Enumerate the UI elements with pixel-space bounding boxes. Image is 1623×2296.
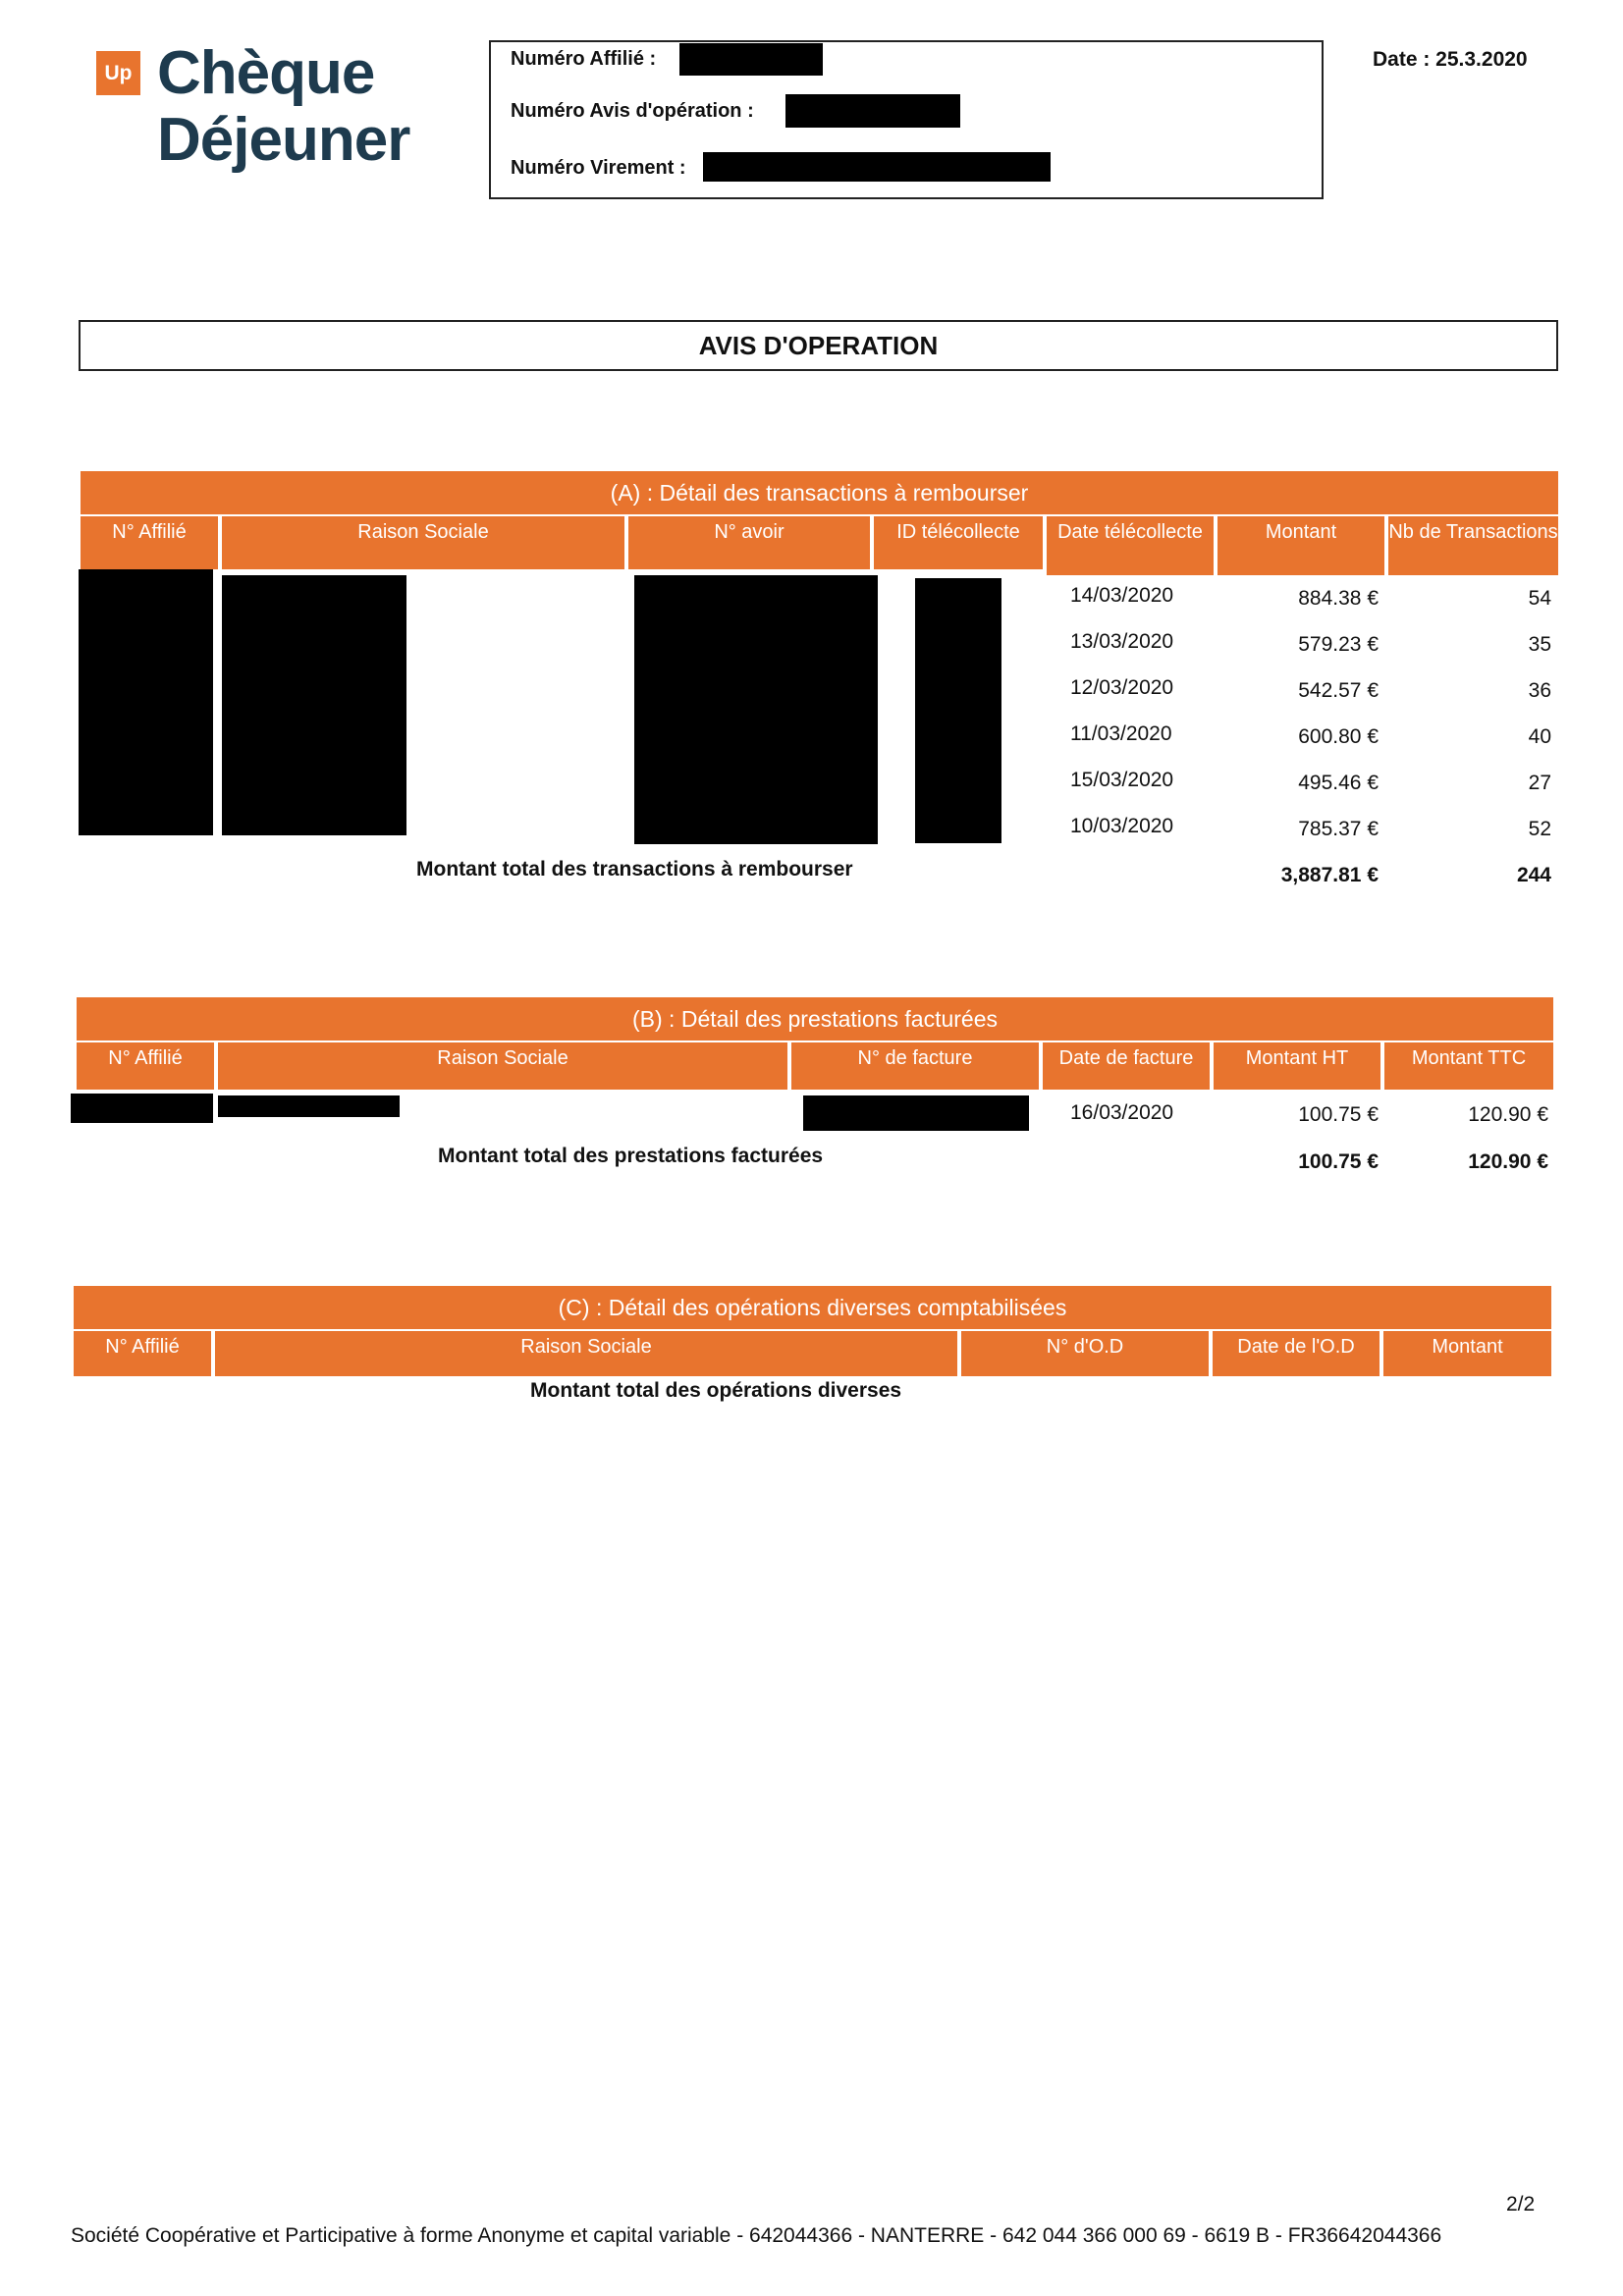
redacted-avis xyxy=(785,94,960,128)
section-a-row-montant: 579.23 € xyxy=(1298,633,1379,656)
section-a-row-montant: 495.46 € xyxy=(1298,772,1379,794)
section-a-row-nb: 40 xyxy=(1528,725,1551,748)
section-b-header-raison: Raison Sociale xyxy=(218,1042,787,1090)
section-b-header-facture: N° de facture xyxy=(791,1042,1039,1090)
redacted-a-avoir xyxy=(634,575,878,844)
section-b-total-ht: 100.75 € xyxy=(1298,1150,1379,1173)
section-a-row-date: 15/03/2020 xyxy=(1070,769,1174,791)
section-c-header-od: N° d'O.D xyxy=(961,1331,1209,1376)
redacted-b-facture xyxy=(803,1095,1029,1131)
redacted-b-affilie xyxy=(71,1094,213,1123)
section-a-row-date: 12/03/2020 xyxy=(1070,676,1174,699)
section-a-header-id-telecollecte: ID télécollecte xyxy=(874,516,1043,569)
section-a-title-text: (A) : Détail des transactions à rembourser xyxy=(610,479,1029,506)
numero-avis-label: Numéro Avis d'opération : xyxy=(511,100,754,122)
section-c-title xyxy=(74,1286,1551,1329)
section-a-row-date: 13/03/2020 xyxy=(1070,630,1174,653)
section-b-header-ht: Montant HT xyxy=(1214,1042,1380,1090)
section-a-row-montant: 600.80 € xyxy=(1298,725,1379,748)
section-a-row-nb: 27 xyxy=(1528,772,1551,794)
section-a-header-date: Date télécollecte xyxy=(1047,516,1214,575)
page-number: 2/2 xyxy=(1506,2193,1536,2216)
section-a-row-nb: 54 xyxy=(1528,587,1551,610)
company-footer: Société Coopérative et Participative à forme Anonyme et capital variable - 642044366 - NANTERRE - 642 044 366 000 69 - 6619 B - FR36642044366 xyxy=(71,2224,1442,2247)
redacted-a-raison xyxy=(222,575,406,835)
up-logo-badge: Up xyxy=(96,51,140,95)
section-a-row-date: 10/03/2020 xyxy=(1070,815,1174,837)
section-a-row-nb: 36 xyxy=(1528,679,1551,702)
section-a-row-nb: 52 xyxy=(1528,818,1551,840)
section-a-row-montant: 884.38 € xyxy=(1298,587,1379,610)
redacted-a-affilie xyxy=(79,569,213,835)
redacted-b-raison xyxy=(218,1095,400,1117)
page-title xyxy=(79,320,1558,371)
redacted-virement xyxy=(703,152,1051,182)
numero-affilie-label: Numéro Affilié : xyxy=(511,48,657,70)
section-a-total-label: Montant total des transactions à rembourser xyxy=(416,858,853,881)
section-b-total-label: Montant total des prestations facturées xyxy=(438,1145,824,1167)
document-date: Date : 25.3.2020 xyxy=(1373,48,1528,71)
section-c-title-text: (C) : Détail des opérations diverses comptabilisées xyxy=(558,1294,1067,1320)
page-title-text: AVIS D'OPERATION xyxy=(698,330,939,360)
section-a-header-raison: Raison Sociale xyxy=(222,516,624,569)
redacted-a-id xyxy=(915,578,1001,843)
section-b-row-ttc: 120.90 € xyxy=(1468,1103,1548,1126)
section-c-header-affilie: N° Affilié xyxy=(74,1331,211,1376)
section-b-total-ttc: 120.90 € xyxy=(1468,1150,1548,1173)
section-a-row-date: 14/03/2020 xyxy=(1070,584,1174,607)
section-a-row-montant: 542.57 € xyxy=(1298,679,1379,702)
section-a-header-nb: Nb de Transactions xyxy=(1388,516,1558,575)
section-a-total-nb: 244 xyxy=(1516,864,1551,886)
redacted-affilie xyxy=(679,43,823,76)
section-a-row-date: 11/03/2020 xyxy=(1070,722,1172,745)
section-a-row-nb: 35 xyxy=(1528,633,1551,656)
section-a-header-montant: Montant xyxy=(1217,516,1384,575)
section-a-row-montant: 785.37 € xyxy=(1298,818,1379,840)
section-c-header-date: Date de l'O.D xyxy=(1213,1331,1380,1376)
section-b-header-ttc: Montant TTC xyxy=(1384,1042,1553,1090)
section-a-header-avoir: N° avoir xyxy=(628,516,870,569)
section-a-total-montant: 3,887.81 € xyxy=(1280,864,1379,886)
section-b-header-date: Date de facture xyxy=(1043,1042,1210,1090)
logo-text-line2: Déjeuner xyxy=(157,106,410,174)
section-a-title xyxy=(81,471,1558,514)
section-c-header-raison: Raison Sociale xyxy=(215,1331,957,1376)
logo-text-line1: Chèque xyxy=(157,39,375,107)
section-b-row-date: 16/03/2020 xyxy=(1070,1101,1174,1124)
section-a-header-affilie: N° Affilié xyxy=(81,516,218,569)
numero-virement-label: Numéro Virement : xyxy=(511,157,686,179)
section-b-row-ht: 100.75 € xyxy=(1298,1103,1379,1126)
section-b-header-affilie: N° Affilié xyxy=(77,1042,214,1090)
section-b-title-text: (B) : Détail des prestations facturées xyxy=(632,1005,998,1032)
section-c-total-label: Montant total des opérations diverses xyxy=(530,1379,902,1402)
section-b-title xyxy=(77,997,1553,1041)
section-c-header-montant: Montant xyxy=(1383,1331,1551,1376)
